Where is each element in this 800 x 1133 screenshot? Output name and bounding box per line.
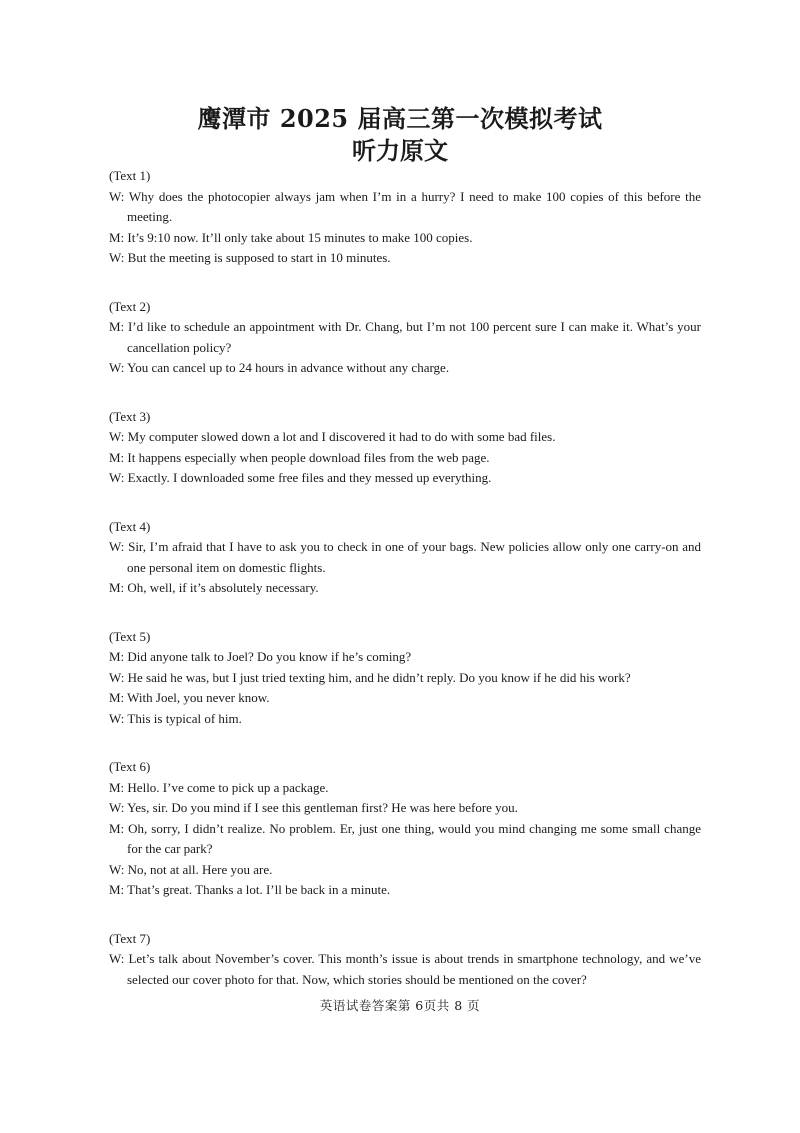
dialogue-line: M: I’d like to schedule an appointment with Dr. Chang, but I’m not 100 percent sure I can make it. What’s your cancellation policy? xyxy=(109,319,701,355)
dialogue-line: M: Did anyone talk to Joel? Do you know if he’s coming? xyxy=(109,649,412,664)
text-label: (Text 2) xyxy=(109,298,151,314)
text-label: (Text 5) xyxy=(109,628,151,644)
transcript-block xyxy=(109,297,701,379)
dialogue-line: M: Oh, sorry, I didn’t realize. No problem. Er, just one thing, would you mind changing me some small change for the car park? xyxy=(109,820,701,856)
page-title: 鹰潭市 2025 届高三第一次模拟考试 xyxy=(197,104,603,133)
dialogue-line: M: That’s great. Thanks a lot. I’ll be back in a minute. xyxy=(109,882,391,897)
dialogue-line: W: Exactly. I downloaded some free files and they messed up everything. xyxy=(109,470,492,485)
dialogue-line: M: With Joel, you never know. xyxy=(109,690,270,705)
transcript-block xyxy=(109,407,701,489)
transcript-block xyxy=(109,929,701,991)
dialogue-line: M: Hello. I’ve come to pick up a package. xyxy=(109,779,329,795)
dialogue-line: W: This is typical of him. xyxy=(109,710,242,726)
page-footer: 英语试卷答案第 6页共 8 页 xyxy=(319,998,481,1013)
dialogue-line: W: Sir, I’m afraid that I have to ask you to check in one of your bags. New policies allow only one carry-on and one personal item on domestic flights. xyxy=(109,539,701,575)
dialogue-line: W: He said he was, but I just tried texting him, and he didn’t reply. Do you know if he did his work? xyxy=(109,669,631,685)
transcript-block xyxy=(109,166,701,269)
title-block xyxy=(0,104,800,166)
dialogue-line: W: Why does the photocopier always jam when I’m in a hurry? I need to make 100 copies of this before the meeting. xyxy=(109,188,701,224)
text-label: (Text 3) xyxy=(109,408,151,424)
text-label: (Text 6) xyxy=(109,759,151,774)
transcript-block xyxy=(109,517,701,599)
dialogue-line: M: Oh, well, if it’s absolutely necessary. xyxy=(109,580,319,595)
transcript-content xyxy=(109,166,701,990)
text-label: (Text 7) xyxy=(109,930,151,946)
transcript-block xyxy=(109,757,701,901)
dialogue-line: W: My computer slowed down a lot and I discovered it had to do with some bad files. xyxy=(109,429,556,444)
page-subtitle: 听力原文 xyxy=(352,136,448,165)
dialogue-line: W: But the meeting is supposed to start in 10 minutes. xyxy=(109,250,391,265)
dialogue-line: M: It’s 9:10 now. It’ll only take about 15 minutes to make 100 copies. xyxy=(109,229,473,245)
dialogue-line: W: You can cancel up to 24 hours in advance without any charge. xyxy=(109,360,450,375)
text-label: (Text 4) xyxy=(109,518,151,534)
dialogue-line: W: No, not at all. Here you are. xyxy=(109,861,273,877)
dialogue-line: W: Let’s talk about November’s cover. This month’s issue is about trends in smartphone technology, and we’ve selected our cover photo for that. Now, which stories should be mentioned on the cover? xyxy=(109,951,701,987)
dialogue-line: W: Yes, sir. Do you mind if I see this gentleman first? He was here before you. xyxy=(109,800,518,815)
text-label: (Text 1) xyxy=(109,168,151,183)
dialogue-line: M: It happens especially when people download files from the web page. xyxy=(109,449,490,465)
transcript-block xyxy=(109,627,701,730)
